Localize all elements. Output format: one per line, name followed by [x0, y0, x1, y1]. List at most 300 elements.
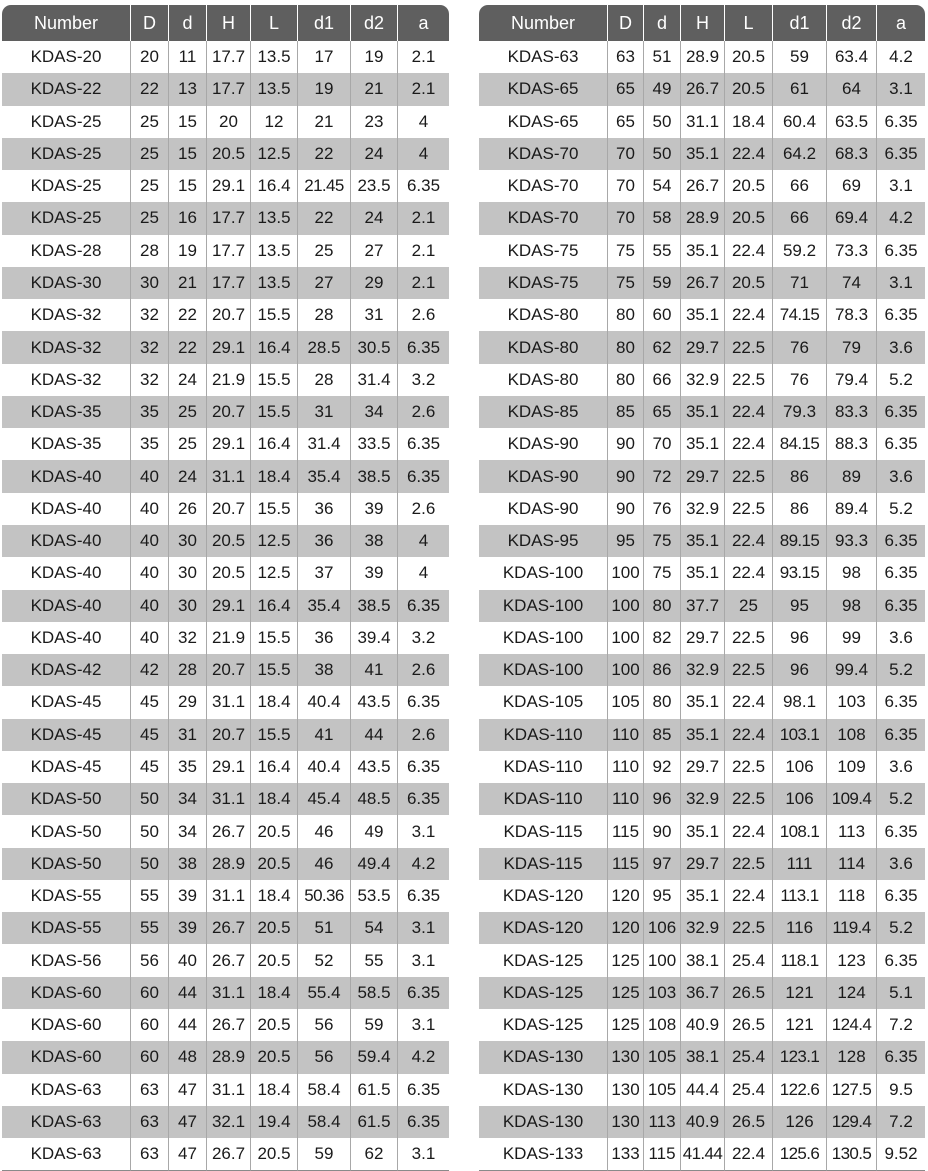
dimension-cell: 80 — [644, 590, 681, 622]
part-number-cell: KDAS-25 — [2, 106, 131, 138]
dimension-cell: 28.9 — [207, 848, 251, 880]
dimension-cell: 76 — [773, 331, 827, 363]
spec-table-right — [479, 5, 925, 1171]
dimension-cell: 18.4 — [251, 977, 298, 1009]
dimension-cell: 115 — [608, 848, 644, 880]
table-row — [479, 654, 925, 686]
header-row — [2, 5, 449, 41]
part-number-cell: KDAS-60 — [2, 977, 131, 1009]
dimension-cell: 66 — [773, 170, 827, 202]
dimension-cell: 97 — [644, 848, 681, 880]
table-row — [2, 848, 449, 880]
part-number-cell: KDAS-85 — [479, 396, 608, 428]
part-number-cell: KDAS-55 — [2, 912, 131, 944]
dimension-cell: 22.4 — [725, 396, 773, 428]
dimension-cell: 51 — [298, 912, 351, 944]
dimension-cell: 118 — [827, 880, 877, 912]
dimension-cell: 29.1 — [207, 331, 251, 363]
part-number-cell: KDAS-75 — [479, 235, 608, 267]
dimension-cell: 70 — [608, 202, 644, 234]
dimension-cell: 4 — [398, 525, 449, 557]
dimension-cell: 38 — [298, 654, 351, 686]
dimension-cell: 32 — [131, 331, 169, 363]
dimension-cell: 106 — [773, 783, 827, 815]
table-row — [479, 686, 925, 718]
column-header: Number — [479, 5, 608, 41]
dimension-cell: 29.7 — [681, 622, 725, 654]
part-number-cell: KDAS-133 — [479, 1138, 608, 1171]
part-number-cell: KDAS-100 — [479, 590, 608, 622]
table-row — [479, 1106, 925, 1138]
table-body — [2, 41, 449, 1171]
dimension-cell: 19.4 — [251, 1106, 298, 1138]
dimension-cell: 9.52 — [877, 1138, 925, 1171]
dimension-cell: 99.4 — [827, 654, 877, 686]
column-header: d — [169, 5, 207, 41]
table-row — [2, 912, 449, 944]
dimension-cell: 5.2 — [889, 498, 913, 518]
dimension-cell: 22 — [131, 73, 169, 105]
dimension-cell: 100 — [608, 590, 644, 622]
dimension-cell: 32 — [169, 622, 207, 654]
table-row — [2, 622, 449, 654]
dimension-cell: 40.4 — [298, 751, 351, 783]
dimension-cell: 96 — [773, 654, 827, 686]
dimension-cell: 82 — [644, 622, 681, 654]
dimension-cell: 126 — [773, 1106, 827, 1138]
dimension-cell: 79 — [827, 331, 877, 363]
dimension-cell: 99 — [827, 622, 877, 654]
dimension-cell: 40.9 — [681, 1106, 725, 1138]
dimension-cell: 90 — [608, 493, 644, 525]
dimension-cell: 31.1 — [207, 460, 251, 492]
table-row — [479, 364, 925, 396]
dimension-cell: 20.5 — [207, 138, 251, 170]
dimension-cell: 26.5 — [725, 1009, 773, 1041]
dimension-cell: 61.5 — [351, 1106, 398, 1138]
dimension-cell: 78.3 — [827, 299, 877, 331]
dimension-cell: 15.5 — [251, 364, 298, 396]
dimension-cell: 30 — [169, 590, 207, 622]
dimension-cell: 6.35 — [884, 434, 918, 454]
part-number-cell: KDAS-63 — [2, 1138, 131, 1171]
dimension-cell: 20 — [131, 41, 169, 73]
dimension-cell: 25 — [169, 428, 207, 460]
column-header: d2 — [351, 5, 398, 41]
dimension-cell: 63 — [131, 1074, 169, 1106]
table-row — [479, 138, 925, 170]
dimension-cell: 89.15 — [773, 525, 827, 557]
dimension-cell: 15.5 — [251, 719, 298, 751]
table-row — [2, 235, 449, 267]
column-header: d1 — [773, 5, 827, 41]
dimension-cell: 24 — [169, 460, 207, 492]
dimension-cell: 95 — [773, 590, 827, 622]
dimension-cell: 24 — [169, 364, 207, 396]
dimension-cell: 3.1 — [398, 912, 449, 944]
dimension-cell: 85 — [644, 719, 681, 751]
part-number-cell: KDAS-25 — [2, 138, 131, 170]
dimension-cell: 20.7 — [207, 396, 251, 428]
dimension-cell: 4.2 — [398, 1041, 449, 1073]
table-row — [2, 299, 449, 331]
dimension-cell: 103 — [644, 977, 681, 1009]
part-number-cell: KDAS-105 — [479, 686, 608, 718]
dimension-cell: 20.7 — [207, 719, 251, 751]
part-number-cell: KDAS-125 — [479, 1009, 608, 1041]
column-header: D — [131, 5, 169, 41]
dimension-cell: 2.1 — [411, 240, 436, 260]
dimension-cell: 106 — [644, 912, 681, 944]
dimension-cell: 127.5 — [827, 1074, 877, 1106]
dimension-cell: 50 — [644, 106, 681, 138]
dimension-cell: 22.5 — [725, 654, 773, 686]
dimension-cell: 30 — [169, 557, 207, 589]
dimension-cell: 44 — [169, 1009, 207, 1041]
dimension-cell: 60 — [131, 977, 169, 1009]
part-number-cell: KDAS-70 — [479, 170, 608, 202]
dimension-cell: 116 — [773, 912, 827, 944]
dimension-cell: 31.1 — [207, 686, 251, 718]
dimension-cell: 124 — [827, 977, 877, 1009]
dimension-cell: 103.1 — [773, 719, 827, 751]
dimension-cell: 17.7 — [207, 267, 251, 299]
dimension-cell: 7.2 — [889, 1015, 913, 1035]
dimension-cell: 29.1 — [207, 428, 251, 460]
dimension-cell: 110 — [608, 751, 644, 783]
dimension-cell: 60 — [131, 1009, 169, 1041]
dimension-cell: 25.4 — [725, 944, 773, 976]
dimension-cell: 63 — [131, 1138, 169, 1171]
dimension-cell: 16 — [169, 202, 207, 234]
dimension-cell: 64.2 — [773, 138, 827, 170]
dimension-cell: 95 — [644, 880, 681, 912]
dimension-cell: 2.1 — [398, 202, 449, 234]
dimension-cell: 120 — [608, 880, 644, 912]
dimension-cell: 3.1 — [398, 1138, 449, 1171]
table-row — [2, 751, 449, 783]
dimension-cell: 13 — [169, 73, 207, 105]
dimension-cell: 12.5 — [251, 557, 298, 589]
table-row — [2, 686, 449, 718]
dimension-cell: 38.1 — [681, 1041, 725, 1073]
table-row — [2, 944, 449, 976]
dimension-cell: 15 — [169, 106, 207, 138]
part-number-cell: KDAS-60 — [2, 1009, 131, 1041]
table-row — [2, 331, 449, 363]
part-number-cell: KDAS-35 — [2, 428, 131, 460]
dimension-cell: 31.1 — [207, 880, 251, 912]
dimension-cell: 22.4 — [725, 1138, 773, 1171]
dimension-cell: 5.1 — [877, 977, 925, 1009]
dimension-cell: 35 — [131, 428, 169, 460]
dimension-cell: 3.6 — [877, 460, 925, 492]
dimension-cell: 47 — [169, 1138, 207, 1171]
dimension-cell: 3.6 — [877, 848, 925, 880]
dimension-cell: 45 — [131, 719, 169, 751]
dimension-cell: 6.35 — [406, 176, 441, 196]
dimension-cell: 6.35 — [406, 692, 441, 712]
table-row — [479, 525, 925, 557]
part-number-cell: KDAS-125 — [479, 977, 608, 1009]
dimension-cell: 50 — [131, 848, 169, 880]
dimension-cell: 128 — [827, 1041, 877, 1073]
dimension-cell: 79.3 — [773, 396, 827, 428]
table-row — [2, 267, 449, 299]
dimension-cell: 20.5 — [251, 848, 298, 880]
part-number-cell: KDAS-40 — [2, 493, 131, 525]
table-row — [2, 170, 449, 202]
dimension-cell: 62 — [644, 331, 681, 363]
dimension-cell: 75 — [608, 235, 644, 267]
table-row — [479, 944, 925, 976]
dimension-cell: 22.4 — [725, 428, 773, 460]
table-row — [2, 138, 449, 170]
dimension-cell: 75 — [608, 267, 644, 299]
dimension-cell: 25 — [298, 235, 351, 267]
part-number-cell: KDAS-40 — [2, 525, 131, 557]
dimension-cell: 15 — [169, 138, 207, 170]
dimension-cell: 30.5 — [351, 331, 398, 363]
dimension-cell: 31.1 — [681, 106, 725, 138]
dimension-cell: 110 — [608, 783, 644, 815]
dimension-cell: 3.1 — [889, 176, 913, 196]
dimension-cell: 51 — [644, 41, 681, 73]
part-number-cell: KDAS-120 — [479, 912, 608, 944]
dimension-cell: 20.5 — [251, 912, 298, 944]
dimension-cell: 30 — [131, 267, 169, 299]
part-number-cell: KDAS-115 — [479, 815, 608, 847]
part-number-cell: KDAS-75 — [479, 267, 608, 299]
dimension-cell: 100 — [644, 944, 681, 976]
dimension-cell: 40 — [131, 525, 169, 557]
dimension-cell: 27 — [298, 267, 351, 299]
dimension-cell: 63 — [131, 1106, 169, 1138]
dimension-cell: 64 — [827, 73, 877, 105]
dimension-cell: 20.5 — [207, 557, 251, 589]
dimension-cell: 58.4 — [298, 1074, 351, 1106]
dimension-cell: 40 — [169, 944, 207, 976]
dimension-cell: 133 — [608, 1138, 644, 1171]
dimension-cell: 40.4 — [298, 686, 351, 718]
part-number-cell: KDAS-32 — [2, 331, 131, 363]
table-row — [2, 525, 449, 557]
dimension-cell: 49 — [351, 815, 398, 847]
dimension-cell: 22.4 — [725, 686, 773, 718]
table-row — [479, 848, 925, 880]
dimension-cell: 58 — [644, 202, 681, 234]
dimension-cell: 15.5 — [251, 299, 298, 331]
dimension-cell: 26.7 — [681, 170, 725, 202]
dimension-cell: 83.3 — [827, 396, 877, 428]
dimension-cell: 17.7 — [207, 202, 251, 234]
dimension-cell: 72 — [644, 460, 681, 492]
dimension-cell: 109 — [827, 751, 877, 783]
dimension-cell: 90 — [608, 460, 644, 492]
dimension-cell: 25 — [131, 202, 169, 234]
dimension-cell: 29.1 — [207, 170, 251, 202]
dimension-cell: 121 — [773, 1009, 827, 1041]
dimension-cell: 2.6 — [398, 396, 449, 428]
dimension-cell: 32.9 — [681, 493, 725, 525]
part-number-cell: KDAS-50 — [2, 815, 131, 847]
dimension-cell: 22 — [298, 138, 351, 170]
dimension-cell: 21.45 — [298, 170, 351, 202]
dimension-cell: 26.7 — [681, 73, 725, 105]
dimension-cell: 9.5 — [889, 1079, 913, 1099]
dimension-cell: 59 — [773, 41, 827, 73]
dimension-cell: 3.1 — [411, 1015, 436, 1035]
dimension-cell: 35.1 — [681, 557, 725, 589]
dimension-cell: 5.2 — [877, 912, 925, 944]
dimension-cell: 44 — [351, 719, 398, 751]
dimension-cell: 22.5 — [725, 460, 773, 492]
dimension-cell: 25 — [169, 396, 207, 428]
dimension-cell: 16.4 — [251, 428, 298, 460]
dimension-cell: 27 — [351, 235, 398, 267]
dimension-cell: 92 — [644, 751, 681, 783]
table-row — [479, 912, 925, 944]
dimension-cell: 89 — [827, 460, 877, 492]
dimension-cell: 20.5 — [725, 41, 773, 73]
dimension-cell: 13.5 — [251, 202, 298, 234]
dimension-cell: 6.35 — [406, 886, 441, 906]
dimension-cell: 32.9 — [681, 654, 725, 686]
dimension-cell: 39.4 — [351, 622, 398, 654]
dimension-cell: 18.4 — [725, 106, 773, 138]
dimension-cell: 24 — [351, 138, 398, 170]
table-row — [2, 1074, 449, 1106]
dimension-cell: 20.5 — [251, 1138, 298, 1171]
table-row — [479, 880, 925, 912]
dimension-cell: 34 — [351, 396, 398, 428]
dimension-cell: 2.6 — [398, 719, 449, 751]
dimension-cell: 22.5 — [725, 751, 773, 783]
dimension-cell: 59 — [351, 1009, 398, 1041]
dimension-cell: 20.5 — [251, 944, 298, 976]
dimension-cell: 18.4 — [251, 1074, 298, 1106]
dimension-cell: 44 — [169, 977, 207, 1009]
dimension-cell: 49 — [644, 73, 681, 105]
dimension-cell: 36 — [298, 493, 351, 525]
dimension-cell: 35.1 — [681, 235, 725, 267]
part-number-cell: KDAS-32 — [2, 299, 131, 331]
dimension-cell: 3.1 — [411, 821, 436, 841]
part-number-cell: KDAS-115 — [479, 848, 608, 880]
dimension-cell: 115 — [644, 1138, 681, 1171]
part-number-cell: KDAS-55 — [2, 880, 131, 912]
part-number-cell: KDAS-110 — [479, 751, 608, 783]
dimension-cell: 100 — [608, 654, 644, 686]
dimension-cell: 75 — [644, 525, 681, 557]
dimension-cell: 22.4 — [725, 557, 773, 589]
dimension-cell: 66 — [773, 202, 827, 234]
dimension-cell: 55 — [351, 944, 398, 976]
dimension-cell: 21 — [298, 106, 351, 138]
part-number-cell: KDAS-63 — [2, 1106, 131, 1138]
dimension-cell: 29.1 — [207, 751, 251, 783]
dimension-cell: 31.1 — [207, 783, 251, 815]
dimension-cell: 46 — [298, 815, 351, 847]
dimension-cell: 38.5 — [351, 590, 398, 622]
dimension-cell: 55 — [644, 235, 681, 267]
dimension-cell: 25.4 — [725, 1041, 773, 1073]
dimension-cell: 22.4 — [725, 138, 773, 170]
part-number-cell: KDAS-100 — [479, 654, 608, 686]
dimension-cell: 47 — [169, 1106, 207, 1138]
dimension-cell: 49.4 — [351, 848, 398, 880]
dimension-cell: 130 — [608, 1041, 644, 1073]
header-row — [479, 5, 925, 41]
dimension-cell: 20.7 — [207, 493, 251, 525]
dimension-cell: 29.7 — [681, 751, 725, 783]
dimension-cell: 6.35 — [406, 1079, 441, 1099]
dimension-cell: 108 — [827, 719, 877, 751]
dimension-cell: 35 — [169, 751, 207, 783]
dimension-cell: 40.9 — [681, 1009, 725, 1041]
table-row — [2, 493, 449, 525]
dimension-cell: 16.4 — [251, 331, 298, 363]
dimension-cell: 6.35 — [884, 111, 918, 131]
dimension-cell: 44.4 — [681, 1074, 725, 1106]
dimension-cell: 35.1 — [681, 719, 725, 751]
dimension-cell: 28 — [298, 364, 351, 396]
dimension-cell: 95 — [608, 525, 644, 557]
table-row — [2, 364, 449, 396]
dimension-cell: 59.4 — [351, 1041, 398, 1073]
part-number-cell: KDAS-50 — [2, 848, 131, 880]
dimension-cell: 18.4 — [251, 783, 298, 815]
dimension-cell: 22.4 — [725, 235, 773, 267]
dimension-cell: 28.5 — [298, 331, 351, 363]
dimension-cell: 114 — [827, 848, 877, 880]
part-number-cell: KDAS-100 — [479, 622, 608, 654]
dimension-cell: 35.1 — [681, 428, 725, 460]
dimension-cell: 6.35 — [398, 783, 449, 815]
dimension-cell: 2.1 — [398, 73, 449, 105]
table-row — [2, 557, 449, 589]
part-number-cell: KDAS-130 — [479, 1041, 608, 1073]
dimension-cell: 6.35 — [877, 590, 925, 622]
dimension-cell: 19 — [298, 73, 351, 105]
dimension-cell: 73.3 — [827, 235, 877, 267]
dimension-cell: 21.9 — [207, 364, 251, 396]
dimension-cell: 75 — [644, 557, 681, 589]
table-row — [2, 1138, 449, 1171]
dimension-cell: 6.35 — [884, 821, 918, 841]
table-row — [479, 783, 925, 815]
column-header: a — [877, 5, 925, 41]
dimension-cell: 29 — [169, 686, 207, 718]
dimension-cell: 13.5 — [251, 267, 298, 299]
dimension-cell: 6.35 — [877, 525, 925, 557]
dimension-cell: 32.9 — [681, 912, 725, 944]
dimension-cell: 40 — [131, 590, 169, 622]
dimension-cell: 18.4 — [251, 686, 298, 718]
dimension-cell: 20.5 — [251, 1009, 298, 1041]
dimension-cell: 26.5 — [725, 977, 773, 1009]
dimension-cell: 17.7 — [207, 73, 251, 105]
part-number-cell: KDAS-20 — [2, 41, 131, 73]
table-row — [2, 73, 449, 105]
dimension-cell: 58.5 — [351, 977, 398, 1009]
dimension-cell: 22.5 — [725, 622, 773, 654]
dimension-cell: 123 — [827, 944, 877, 976]
dimension-cell: 98 — [827, 557, 877, 589]
table-row — [2, 590, 449, 622]
dimension-cell: 80 — [608, 364, 644, 396]
part-number-cell: KDAS-95 — [479, 525, 608, 557]
